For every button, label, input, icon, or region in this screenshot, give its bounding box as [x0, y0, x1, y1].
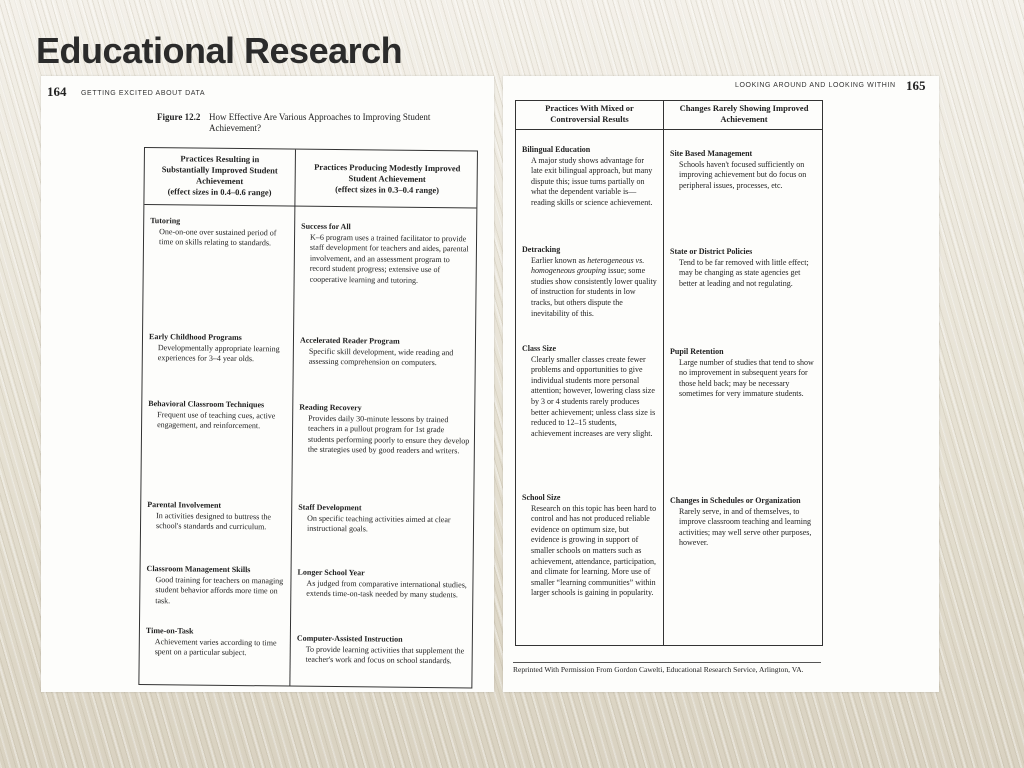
source-footnote: Reprinted With Permission From Gordon Cawelti, Educational Research Service, Arlington, VA. [513, 662, 821, 675]
entry-description: On specific teaching activities aimed at clear instructional goals. [306, 513, 451, 534]
column-subheader: (effect sizes in 0.4–0.6 range) [167, 186, 272, 198]
table-entry [522, 245, 657, 319]
entry-title: Accelerated Reader Program [299, 335, 400, 346]
table-entry [146, 626, 284, 659]
entry-description-emphasis: heterogeneous vs. homogeneous grouping [531, 255, 645, 276]
running-head: LOOKING AROUND AND LOOKING WITHIN [735, 82, 896, 89]
table-entry [146, 564, 284, 608]
entry-description: In activities designed to buttress the school's standards and curriculum. [155, 510, 272, 532]
entry-title: Changes in Schedules or Organization [670, 496, 801, 505]
column-rarely [664, 101, 824, 645]
entry-description: One-on-one over sustained period of time on skills relating to standards. [158, 226, 277, 248]
entry-title: Longer School Year [297, 567, 365, 578]
table-entry [297, 568, 468, 602]
entry-description: Specific skill development, wide reading and assessing comprehension on computers. [308, 346, 454, 368]
table-entry [298, 503, 469, 537]
column-header-text: Changes Rarely Showing Improved Achievement [679, 103, 809, 124]
entry-description: Tend to be far removed with little effect; may be changing as state agencies get better at leading and not regulating. [679, 257, 809, 288]
table-entry [300, 336, 471, 370]
page-number: 164 [47, 84, 67, 99]
table-entry [522, 145, 657, 209]
table-entry [149, 332, 287, 365]
entry-description: To provide learning activities that supplement the teacher's work and focus on school standards. [305, 644, 465, 666]
entry-title: Reading Recovery [299, 402, 362, 413]
entry-description: Schools haven't focused sufficiently on improving achievement but do focus on peripheral issues, processes, etc. [679, 159, 807, 190]
entry-description: Good training for teachers on managing student behavior affords more time on task. [155, 574, 284, 606]
table-entry [670, 149, 818, 191]
table-entry [670, 496, 818, 549]
entry-title: Early Childhood Programs [148, 332, 242, 343]
entry-title: School Size [522, 493, 561, 502]
column-header [516, 103, 663, 125]
entry-title: Detracking [522, 245, 561, 254]
table-entry [148, 399, 286, 432]
figure-label: Figure 12.2 [157, 112, 201, 122]
entry-description: Developmentally appropriate learning experiences for 3–4 year olds. [157, 342, 280, 364]
table-entry [522, 344, 657, 439]
table-entry [299, 403, 471, 458]
table-entry [147, 500, 285, 533]
column-header-text: Practices Producing Modestly Improved Student Achievement [314, 161, 461, 184]
entry-title: Classroom Management Skills [146, 564, 251, 575]
entry-description: A major study shows advantage for late exit bilingual approach, but many dispute this; issue turns partially on what the dependent variable is—reading skills or science achievement. [531, 155, 653, 207]
table-entry [301, 222, 473, 287]
entry-title: Tutoring [150, 216, 181, 226]
entry-description: Provides daily 30-minute lessons by trained teachers in a pullout program for 1st grade students performing poorly to ensure they develop the strategies used by good readers and writers. [307, 413, 470, 456]
entry-description: Clearly smaller classes create fewer problems and opportunities to give individual students more personal attention; however, lowering class size by 3 or 4 students rarely produces better achievement; unless class size is reduced to 12–15 students, achievement increases are very slight. [531, 354, 656, 438]
effectiveness-table-left [138, 147, 478, 688]
entry-title: Bilingual Education [522, 145, 591, 154]
table-entry [522, 493, 657, 599]
entry-description: Large number of studies that tend to show no improvement in subsequent years for those held back; may be necessary sometimes for very immature students. [679, 357, 814, 399]
book-page-left [41, 76, 494, 692]
column-header [664, 103, 824, 125]
entry-title: Behavioral Classroom Techniques [148, 399, 265, 410]
entry-title: Pupil Retention [670, 347, 724, 356]
table-entry [670, 247, 818, 289]
figure-caption-text: How Effective Are Various Approaches to Improving Student Achievement? [209, 112, 431, 133]
entry-description: Frequent use of teaching cues, active engagement, and reinforcement. [157, 409, 276, 431]
entry-title: Staff Development [298, 502, 362, 513]
column-mixed [516, 101, 663, 645]
column-header-text: Practices With Mixed or Controversial Results [545, 103, 634, 124]
entry-description-text: issue; some studies show consistently lower quality of instruction for students in low tracks, but others dispute the inevitability of this. [531, 266, 657, 318]
entry-description-text: Earlier known as [531, 255, 588, 265]
entry-description [522, 256, 657, 320]
column-header [296, 162, 479, 197]
column-modest [290, 150, 479, 688]
slide-title: Educational Research [36, 30, 403, 71]
table-entry [150, 216, 288, 249]
column-subheader: (effect sizes in 0.3–0.4 range) [335, 184, 440, 196]
entry-description: Achievement varies according to time spent on a particular subject. [154, 636, 277, 658]
entry-title: Time-on-Task [145, 626, 194, 636]
effectiveness-table-right [515, 100, 823, 646]
book-page-right [503, 76, 939, 692]
column-substantial [139, 148, 295, 686]
column-header-text: Practices Resulting in Substantially Improved Student Achievement [161, 153, 278, 187]
entry-title: Parental Involvement [147, 500, 222, 510]
page-number: 165 [906, 78, 926, 93]
entry-title: Site Based Management [670, 149, 753, 158]
table-entry [670, 347, 818, 400]
entry-title: Class Size [522, 344, 556, 353]
entry-description: Rarely serve, in and of themselves, to improve classroom teaching and learning activities; may well serve other purposes, however. [679, 506, 812, 548]
entry-description: Research on this topic has been hard to control and has not produced reliable evidence on optimum size, but evidence is growing in support of smaller schools on matters such as achievement, attendance, participation, and climate for learning. More use of smaller “learning communities” within larger schools is gaining in popularity. [531, 503, 657, 598]
entry-description: As judged from comparative international studies, extends time-on-task needed by many students. [306, 578, 467, 600]
entry-title: Computer-Assisted Instruction [296, 633, 403, 644]
table-entry [297, 634, 468, 668]
entry-title: State or District Policies [670, 247, 753, 256]
column-header [144, 153, 294, 199]
entry-description: K–6 program uses a trained facilitator to provide staff development for teachers and aides, parental involvement, and an assessment program to record student progress; extensive use of cooperative learning and tutoring. [309, 232, 469, 285]
running-head: GETTING EXCITED ABOUT DATA [81, 90, 206, 97]
entry-title: Success for All [301, 221, 351, 232]
